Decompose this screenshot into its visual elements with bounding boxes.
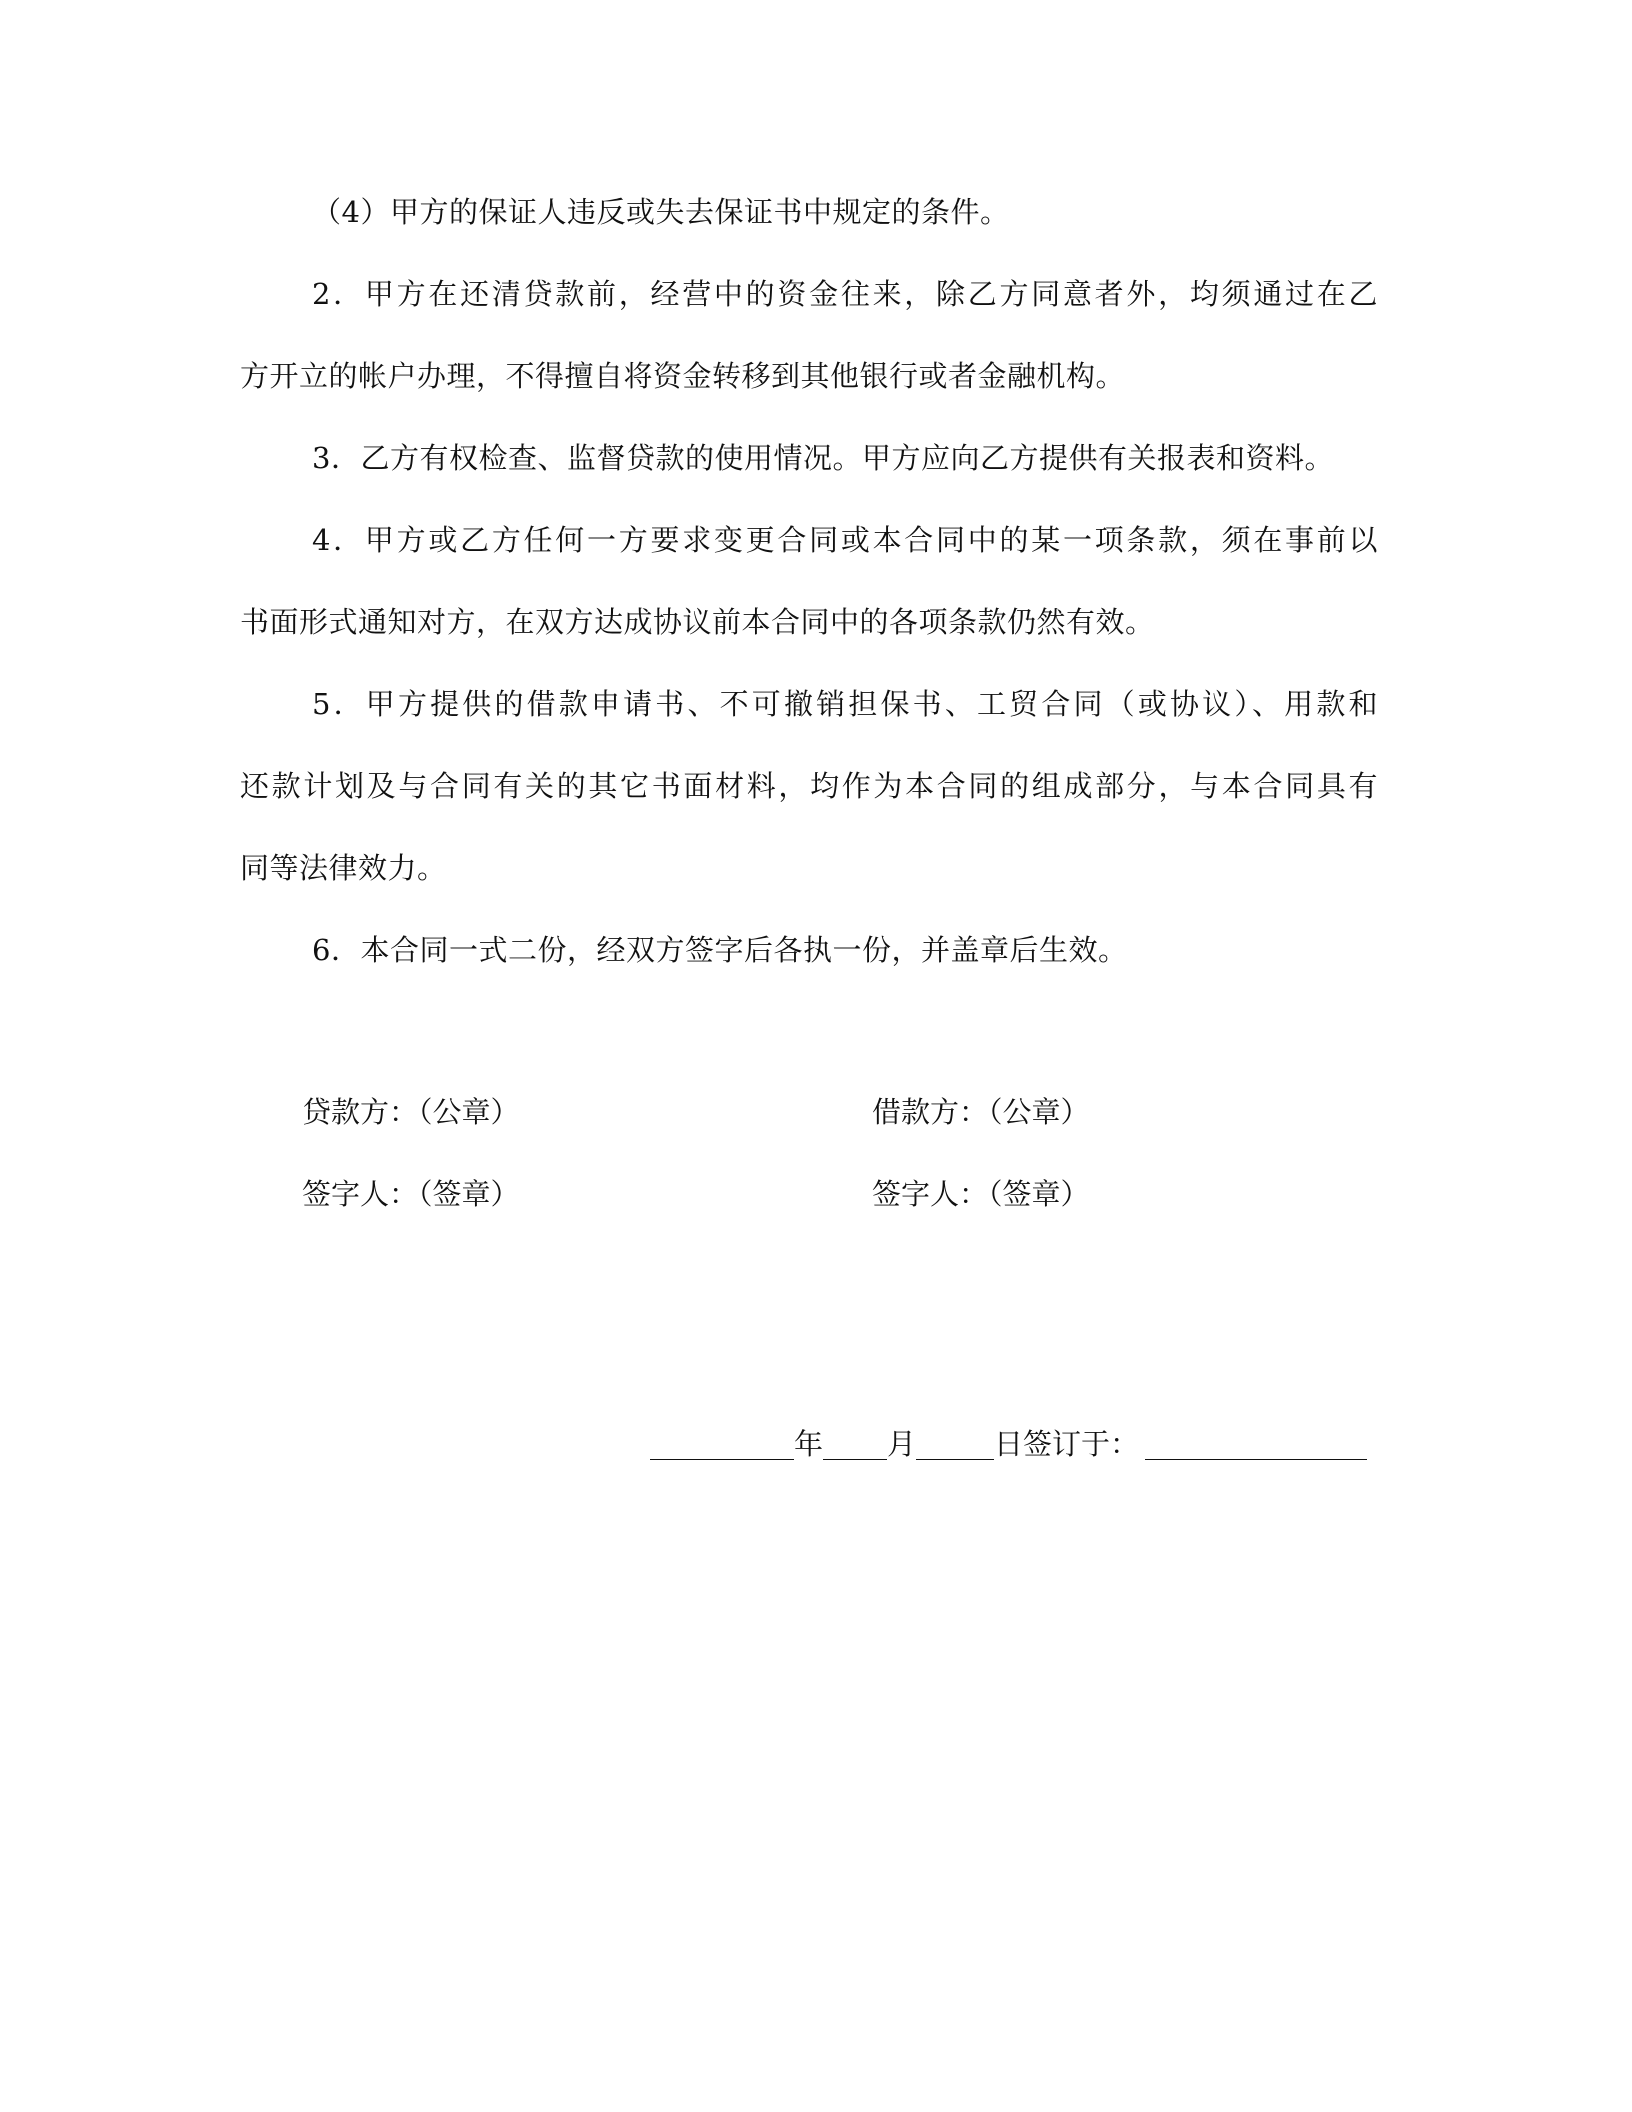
month-blank	[823, 1425, 887, 1460]
clause-4-line-1: 4．甲方或乙方任何一方要求变更合同或本合同中的某一项条款，须在事前以	[312, 523, 1378, 557]
clause-5-line-2: 还款计划及与合同有关的其它书面材料，均作为本合同的组成部分，与本合同具有	[240, 769, 1378, 803]
month-label: 月	[887, 1427, 917, 1461]
clause-4-line-2: 书面形式通知对方，在双方达成协议前本合同中的各项条款仍然有效。	[240, 605, 1155, 639]
signing-date-line	[650, 1424, 1367, 1464]
borrower-signer-label: 签字人：（签章）	[872, 1177, 1090, 1211]
clause-4-item-4: （4）甲方的保证人违反或失去保证书中规定的条件。	[312, 195, 1010, 229]
clause-3: 3．乙方有权检查、监督贷款的使用情况。甲方应向乙方提供有关报表和资料。	[312, 441, 1334, 475]
clause-5-line-3: 同等法律效力。	[240, 851, 447, 885]
lender-seal-label: 贷款方：（公章）	[302, 1095, 520, 1129]
year-blank	[650, 1425, 794, 1460]
lender-signer-label: 签字人：（签章）	[302, 1177, 520, 1211]
clause-2-line-2: 方开立的帐户办理，不得擅自将资金转移到其他银行或者金融机构。	[240, 359, 1126, 393]
clause-6: 6．本合同一式二份，经双方签字后各执一份，并盖章后生效。	[312, 933, 1128, 967]
day-signed-at-label: 日签订于：	[994, 1427, 1140, 1461]
day-blank	[916, 1425, 994, 1460]
year-label: 年	[794, 1427, 824, 1461]
signing-place-blank	[1145, 1425, 1367, 1460]
borrower-seal-label: 借款方：（公章）	[872, 1095, 1090, 1129]
clause-5-line-1: 5．甲方提供的借款申请书、不可撤销担保书、工贸合同（或协议）、用款和	[312, 687, 1378, 721]
clause-2-line-1: 2．甲方在还清贷款前，经营中的资金往来，除乙方同意者外，均须通过在乙	[312, 277, 1378, 311]
